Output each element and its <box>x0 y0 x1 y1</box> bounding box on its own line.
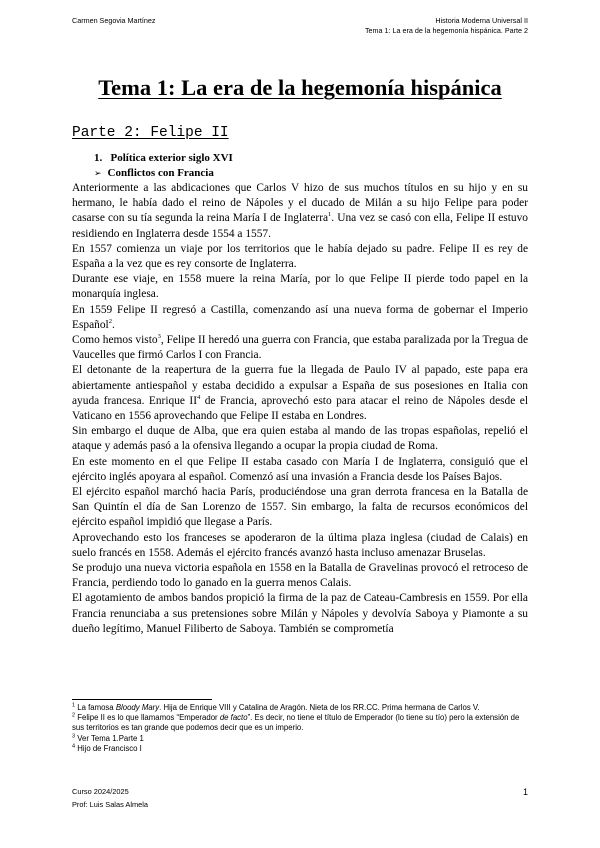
footnote-3: $^3$ Ver Tema 1.Parte 1 <box>72 733 144 743</box>
paragraph: Sin embargo el duque de Alba, que era quien estaba al mando de las tropas españolas, repelió el ataque y además pasó a la ofensiva llegando a ocupar la propia ciudad de Roma. <box>72 425 528 453</box>
footer-professor: Prof: Luis Salas Almela <box>72 799 148 809</box>
part-title: Parte 2: Felipe II <box>72 125 229 141</box>
footnote-1: $^1$ La famosa Bloody Mary. Hija de Enrique VIII y Catalina de Aragón. Nieta de los RR.CC. Prima hermana de Carlos V. <box>72 702 480 712</box>
paragraph: El agotamiento de ambos bandos propició la firma de la paz de Cateau-Cambresis en 1559. Por ella Francia renunciaba a sus pretensiones sobre Milán y Nápoles y devolvía Saboya y Piamonte a su dueño legítimo, Manuel Filiberto de Saboya. También se comprometía <box>72 592 528 635</box>
paragraph: En 1557 comienza un viaje por los territorios que le había dejado su padre. Felipe II es rey de España a la vez que es rey consorte de Inglaterra. <box>72 242 528 271</box>
header-author: Carmen Segovia Martínez <box>72 16 156 25</box>
paragraph: Se produjo una nueva victoria española en 1558 en la Batalla de Gravelinas provocó el retroceso de Francia, perdiendo todo lo ganado en la guerra menos Calais. <box>72 562 528 590</box>
page-title: Tema 1: La era de la hegemonía hispánica <box>98 75 502 100</box>
section-heading-politica-exterior: 1. Política exterior siglo XVI <box>94 152 233 164</box>
paragraph: Durante ese viaje, en 1558 muere la reina María, por lo que Felipe II pierde todo papel en la monarquía inglesa. <box>72 273 528 301</box>
footer-course-year: Curso 2024/2025 <box>72 787 129 796</box>
paragraph: El ejército español marchó hacia París, produciéndose una gran derrota francesa en la Batalla de San Quintín el día de San Lorenzo de 1557. Sin embargo, la falta de recursos económicos del ejército español impidió que llegase a París. <box>72 486 528 529</box>
header-right <box>365 16 528 36</box>
footnote-ref-2[interactable]: 2 <box>108 318 112 326</box>
footnote-ref-3[interactable]: 3 <box>157 333 161 341</box>
footnote-4: $^4$ Hijo de Francisco I <box>72 743 142 753</box>
paragraph: El detonante de la reapertura de la guerra fue la llegada de Paulo IV al papado, este papa era abiertamente antiespañol y estaba decidido a expulsar a España de sus posesiones en Italia con ayuda francesa. Enrique $II^4$ de Francia, aprovechó esto para atacar el reino de Nápoles desde el Vaticano en 1556 aprovechando que Felipe II estaba en Londres. <box>72 364 528 423</box>
paragraph: En 1559 Felipe II regresó a Castilla, comenzando así una nueva forma de gobernar el Imperio Español$^2$. <box>72 303 528 331</box>
header-topic: Tema 1: La era de la hegemonía hispánica. Parte 2 <box>364 26 528 35</box>
paragraph: Como hemos visto$^3$, Felipe II heredó una guerra con Francia, que estaba paralizada por la Tregua de Vaucelles que firmó Carlos I con Francia. <box>72 333 529 362</box>
paragraph: Aprovechando esto los franceses se apoderaron de la última plaza inglesa (ciudad de Calais) en suelo francés en 1558. Además el ejército francés avanzó hasta incluso amenazar Bruselas. <box>72 531 528 559</box>
footnotes <box>72 703 528 754</box>
page-number: 1 <box>522 787 528 797</box>
paragraph: Anteriormente a las abdicaciones que Carlos V hizo de sus muchos títulos en su hijo y en su hermano, le había dado el reino de Nápoles y el ducado de Milán a su hijo Felipe para poder casarse con su tía segunda la reina María I de Inglaterra$^1$. Una vez se casó con ella, Felipe II estuvo residiendo en Inglaterra desde 1554 a 1557. <box>72 182 528 240</box>
footnote-ref-1[interactable]: 1 <box>328 211 332 219</box>
arrow-bullet-icon: ➢ <box>94 169 102 179</box>
subsection-label: Conflictos con Francia <box>107 167 214 179</box>
footnote-separator <box>72 699 212 700</box>
footnote-2: $^2$ Felipe II es lo que llamamos “Emperador de facto”. Es decir, no tiene el título de Emperador (lo tiene su tío) pero la extensión de sus territorios es tan grande que podemos decir que es un imperio. <box>72 712 520 733</box>
footnote-ref-4[interactable]: 4 <box>197 394 201 402</box>
subsection-heading-conflictos-francia <box>94 166 214 182</box>
body-text <box>72 181 528 637</box>
paragraph: En este momento en el que Felipe II estaba casado con María I de Inglaterra, consiguió que el ejército inglés apoyara al español. Comenzó así una invasión a Francia desde los Países Bajos. <box>72 455 528 483</box>
footer-info <box>72 786 148 811</box>
header-course: Historia Moderna Universal II <box>435 16 528 25</box>
